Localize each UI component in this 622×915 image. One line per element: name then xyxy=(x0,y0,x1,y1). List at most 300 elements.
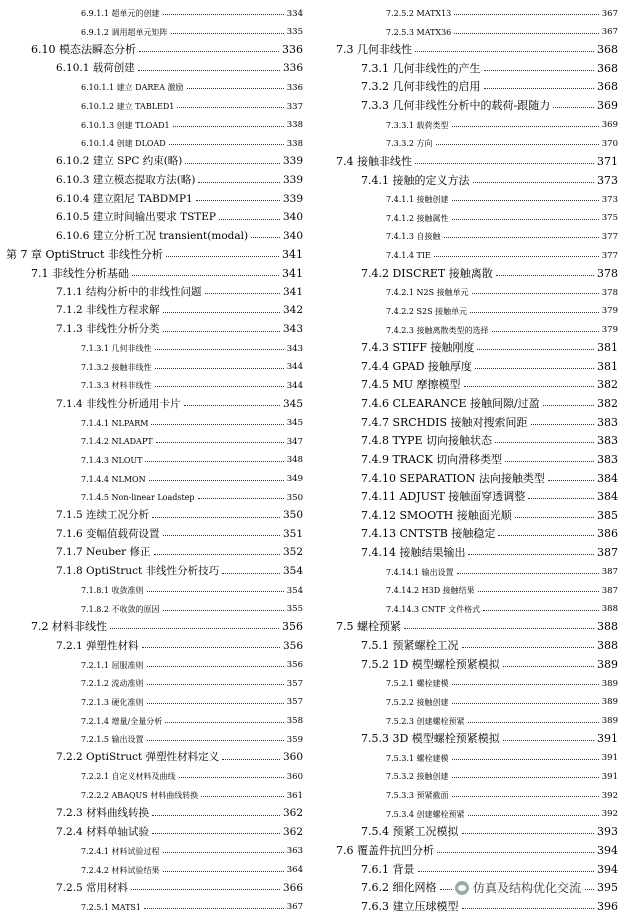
toc-entry xyxy=(311,302,622,316)
toc-entry-title: 7.4.14.3 CNTF 文件格式 xyxy=(386,604,481,614)
dot-leader xyxy=(464,386,594,387)
dot-leader xyxy=(452,759,599,760)
toc-entry-title: 7.4.2.2 S2S 接触单元 xyxy=(386,306,468,316)
toc-entry xyxy=(0,693,310,707)
dot-leader xyxy=(219,219,280,220)
toc-entry xyxy=(0,4,310,18)
dot-leader xyxy=(222,759,280,760)
toc-entry-title: 7.1.4.2 NLADAPT xyxy=(81,437,153,447)
toc-entry-title: 7.1.4.5 Non-linear Loadstep xyxy=(81,493,195,503)
toc-entry xyxy=(311,581,622,595)
toc-entry-title: 7.4.4 GPAD 接触厚度 xyxy=(361,359,472,373)
toc-entry-title: 7.2.4.1 材料试验过程 xyxy=(81,846,160,856)
dot-leader xyxy=(470,312,599,313)
toc-entry-page: 383 xyxy=(597,452,618,466)
toc-entry xyxy=(311,674,622,688)
toc-entry-title: 7.3.1 几何非线性的产生 xyxy=(361,61,481,75)
dot-leader xyxy=(110,628,279,629)
toc-entry xyxy=(311,842,622,856)
toc-entry-title: 7.4.9 TRACK 切向滑移类型 xyxy=(361,452,503,466)
toc-entry-page: 391 xyxy=(597,732,618,746)
dot-leader xyxy=(492,331,599,332)
toc-entry-page: 354 xyxy=(282,565,303,578)
toc-entry-title: 7.4.3 STIFF 接触刚度 xyxy=(361,341,475,355)
dot-leader xyxy=(434,256,599,257)
dot-leader xyxy=(462,908,595,909)
toc-entry-page: 381 xyxy=(597,341,618,355)
toc-entry-title: 7.2 材料非线性 xyxy=(31,620,107,634)
toc-entry-title: 7.4.11 ADJUST 接触面穿透调整 xyxy=(361,490,526,504)
toc-entry-title: 6.10.5 建立时间输出要求 TSTEP xyxy=(56,211,217,224)
toc-entry xyxy=(311,600,622,614)
toc-entry xyxy=(311,693,622,707)
toc-entry-page: 339 xyxy=(282,174,303,187)
toc-entry xyxy=(311,805,622,819)
toc-entry xyxy=(0,488,310,502)
toc-entry-title: 7.1.4.4 NLMON xyxy=(81,474,146,484)
dot-leader xyxy=(457,573,599,574)
toc-entry-title: 7.1.8 OptiStruct 非线性分析技巧 xyxy=(56,565,220,578)
toc-entry xyxy=(0,451,310,465)
toc-entry-title: 7.5.2.2 接触创建 xyxy=(386,697,449,707)
toc-entry-title: 7.6.3 建立压球模型 xyxy=(361,899,459,913)
toc-entry-page: 368 xyxy=(597,61,618,75)
dot-leader xyxy=(475,368,594,369)
dot-leader xyxy=(155,349,284,350)
toc-entry-title: 7.4.1.3 自接触 xyxy=(386,232,441,242)
toc-entry-title: 7.2.2 OptiStruct 弹塑性材料定义 xyxy=(56,751,220,764)
dot-leader xyxy=(138,70,280,71)
toc-entry-page: 359 xyxy=(286,734,303,745)
toc-entry-page: 363 xyxy=(286,846,303,857)
toc-entry-page: 396 xyxy=(597,899,618,913)
toc-entry-page: 392 xyxy=(601,809,618,820)
dot-leader xyxy=(147,591,284,592)
toc-entry-page: 356 xyxy=(282,639,303,652)
toc-entry xyxy=(311,265,622,279)
dot-leader xyxy=(187,88,284,89)
dot-leader xyxy=(201,796,283,797)
toc-entry-title: 7.1.2 非线性方程求解 xyxy=(56,304,160,317)
toc-entry-page: 377 xyxy=(601,231,618,242)
toc-entry-title: 7.5.1 预紧螺栓工况 xyxy=(361,639,459,653)
toc-entry-page: 370 xyxy=(601,138,618,149)
toc-entry-page: 388 xyxy=(601,604,618,615)
dot-leader xyxy=(548,480,594,481)
toc-entry xyxy=(0,376,310,390)
toc-entry-title: 7.1.7 Neuber 修正 xyxy=(56,546,151,559)
toc-entry-page: 392 xyxy=(601,790,618,801)
dot-leader xyxy=(454,33,598,34)
toc-entry xyxy=(311,376,622,390)
dot-leader xyxy=(452,219,599,220)
toc-entry-page: 371 xyxy=(597,154,618,168)
toc-entry xyxy=(0,302,310,316)
toc-entry-title: 7.1.8.2 不收敛的原因 xyxy=(81,604,160,614)
dot-leader xyxy=(472,293,599,294)
toc-entry-page: 383 xyxy=(597,434,618,448)
toc-entry-title: 7.1.4 非线性分析通用卡片 xyxy=(56,397,181,410)
toc-entry-page: 341 xyxy=(282,248,303,262)
toc-entry-title: 7.1.4.1 NLPARM xyxy=(81,418,149,428)
toc-entry-page: 367 xyxy=(286,902,303,913)
toc-entry-title: 7.1.3.3 材料非线性 xyxy=(81,381,152,391)
toc-entry-page: 383 xyxy=(597,415,618,429)
watermark-text: 仿真及结构优化交流 xyxy=(473,881,582,895)
toc-entry-page: 351 xyxy=(282,527,303,540)
toc-entry xyxy=(0,97,310,111)
dot-leader xyxy=(452,200,599,201)
toc-entry xyxy=(0,581,310,595)
toc-entry-title: 7.6.2 细化网格 xyxy=(361,881,437,895)
toc-entry-title: 7.4.1.1 接触创建 xyxy=(386,195,449,205)
toc-entry xyxy=(311,432,622,446)
dot-leader xyxy=(155,386,284,387)
toc-entry-title: 7.3.3 几何非线性分析中的载荷-跟随力 xyxy=(361,99,551,113)
dot-leader xyxy=(132,275,279,276)
toc-entry-page: 339 xyxy=(282,155,303,168)
toc-entry xyxy=(0,358,310,372)
toc-entry-title: 7.5 螺栓预紧 xyxy=(336,620,401,634)
toc-entry-page: 356 xyxy=(282,620,303,634)
toc-entry-page: 361 xyxy=(286,790,303,801)
toc-entry-page: 381 xyxy=(597,359,618,373)
toc-entry-title: 7.4.1.2 接触属性 xyxy=(386,213,449,223)
toc-entry xyxy=(311,414,622,428)
toc-entry xyxy=(0,730,310,744)
toc-entry-page: 377 xyxy=(601,250,618,261)
dot-leader xyxy=(452,126,599,127)
toc-entry-title: 6.10.1.1 建立 DAREA 激励 xyxy=(81,83,184,93)
toc-entry xyxy=(0,414,310,428)
toc-entry-title: 7.4.5 MU 摩擦模型 xyxy=(361,378,461,392)
toc-entry xyxy=(0,283,310,297)
dot-leader xyxy=(462,833,595,834)
toc-entry-title: 6.10.1.2 建立 TABLED1 xyxy=(81,102,175,112)
toc-entry xyxy=(311,134,622,148)
toc-entry xyxy=(0,153,310,167)
toc-entry-page: 384 xyxy=(597,471,618,485)
dot-leader xyxy=(483,610,599,611)
toc-entry-title: 6.10.6 建立分析工况 transient(modal) xyxy=(56,229,249,242)
toc-entry xyxy=(0,600,310,614)
toc-entry-title: 7.2.2.1 自定义材料及曲线 xyxy=(81,772,176,782)
toc-entry xyxy=(0,749,310,763)
toc-entry-page: 379 xyxy=(601,325,618,336)
watermark xyxy=(452,878,584,897)
dot-leader xyxy=(478,591,599,592)
dot-leader xyxy=(169,144,284,145)
toc-entry-title: 7.4.14.2 H3D 接触结果 xyxy=(386,586,475,596)
toc-entry-title: 7.3.3.1 载荷类型 xyxy=(386,120,449,130)
dot-leader xyxy=(163,312,280,313)
toc-entry xyxy=(0,41,310,55)
dot-leader xyxy=(163,331,280,332)
dot-leader xyxy=(151,424,283,425)
dot-leader xyxy=(144,908,284,909)
toc-entry-page: 367 xyxy=(601,27,618,38)
dot-leader xyxy=(142,647,280,648)
toc-entry-title: 6.10.1.4 创建 DLOAD xyxy=(81,139,166,149)
toc-entry-title: 7.5.3.1 螺栓建模 xyxy=(386,753,449,763)
toc-entry xyxy=(0,134,310,148)
dot-leader xyxy=(452,777,599,778)
toc-entry xyxy=(0,805,310,819)
toc-entry xyxy=(311,23,622,37)
toc-entry-page: 389 xyxy=(601,716,618,727)
dot-leader xyxy=(177,107,283,108)
toc-entry xyxy=(311,172,622,186)
dot-leader xyxy=(498,535,594,536)
dot-leader xyxy=(163,14,284,15)
toc-entry xyxy=(0,116,310,130)
toc-entry xyxy=(0,563,310,577)
toc-entry-page: 344 xyxy=(286,362,303,373)
dot-leader xyxy=(495,442,594,443)
toc-entry xyxy=(0,879,310,893)
toc-entry xyxy=(0,246,310,260)
toc-entry xyxy=(0,172,310,186)
toc-entry xyxy=(311,451,622,465)
dot-leader xyxy=(452,796,599,797)
toc-entry xyxy=(0,823,310,837)
dot-leader xyxy=(131,889,280,890)
toc-entry xyxy=(0,637,310,651)
toc-entry-title: 7.4.8 TYPE 切向接触状态 xyxy=(361,434,493,448)
dot-leader xyxy=(166,256,279,257)
toc-entry-title: 7.4.12 SMOOTH 接触面光顺 xyxy=(361,508,512,522)
dot-leader xyxy=(251,237,280,238)
toc-entry-page: 338 xyxy=(286,138,303,149)
toc-entry xyxy=(311,767,622,781)
toc-entry xyxy=(311,97,622,111)
toc-entry-title: 7.1.6 变幅值载荷设置 xyxy=(56,527,160,540)
toc-entry-title: 7.6 覆盖件抗凹分析 xyxy=(336,843,434,857)
toc-entry-title: 7.3.3.2 方向 xyxy=(386,139,433,149)
toc-entry xyxy=(311,507,622,521)
toc-entry xyxy=(311,358,622,372)
dot-leader xyxy=(165,722,284,723)
dot-leader xyxy=(171,33,284,34)
toc-entry-title: 6.10 模态法瞬态分析 xyxy=(31,43,136,57)
toc-entry-title: 7.4.1.4 TIE xyxy=(386,251,431,261)
toc-entry xyxy=(0,227,310,241)
toc-entry-page: 343 xyxy=(282,323,303,336)
toc-entry-title: 7.2.2.2 ABAQUS 材料曲线转换 xyxy=(81,791,199,801)
toc-entry-page: 345 xyxy=(282,397,303,410)
toc-entry-title: 第 7 章 OptiStruct 非线性分析 xyxy=(6,248,163,262)
toc-entry-title: 7.5.3.2 接触创建 xyxy=(386,772,449,782)
wechat-icon xyxy=(455,881,469,895)
dot-leader xyxy=(444,237,599,238)
dot-leader xyxy=(515,517,594,518)
toc-entry-page: 345 xyxy=(286,418,303,429)
toc-entry xyxy=(0,470,310,484)
dot-leader xyxy=(152,815,280,816)
toc-entry xyxy=(311,861,622,875)
dot-leader xyxy=(531,424,594,425)
toc-entry-page: 362 xyxy=(282,825,303,838)
toc-entry xyxy=(311,246,622,260)
toc-entry-page: 389 xyxy=(601,678,618,689)
toc-entry-page: 391 xyxy=(601,771,618,782)
toc-entry xyxy=(0,618,310,632)
toc-entry-page: 369 xyxy=(601,120,618,131)
dot-leader xyxy=(147,666,284,667)
toc-entry xyxy=(0,712,310,726)
dot-leader xyxy=(484,88,595,89)
toc-entry-title: 7.2.5 常用材料 xyxy=(56,881,129,894)
toc-entry xyxy=(0,339,310,353)
toc-entry-title: 7.4.14.1 输出设置 xyxy=(386,567,454,577)
dot-leader xyxy=(184,405,280,406)
toc-entry-page: 394 xyxy=(597,862,618,876)
toc-entry-title: 7.1.8.1 收敛准则 xyxy=(81,586,144,596)
toc-entry-title: 7.4.7 SRCHDIS 接触对搜索间距 xyxy=(361,415,528,429)
toc-entry xyxy=(0,23,310,37)
dot-leader xyxy=(147,740,284,741)
toc-entry-page: 385 xyxy=(597,508,618,522)
toc-entry-page: 337 xyxy=(286,101,303,112)
toc-entry xyxy=(0,209,310,223)
toc-entry-page: 368 xyxy=(597,80,618,94)
toc-entry-page: 336 xyxy=(282,43,303,57)
toc-entry-title: 7.4.2.1 N2S 接触单元 xyxy=(386,288,469,298)
toc-entry xyxy=(311,730,622,744)
toc-entry-page: 362 xyxy=(282,807,303,820)
toc-entry-page: 367 xyxy=(601,8,618,19)
toc-entry-page: 338 xyxy=(286,120,303,131)
toc-entry-page: 342 xyxy=(282,304,303,317)
dot-leader xyxy=(196,200,280,201)
toc-entry xyxy=(311,618,622,632)
toc-entry-title: 7.4.10 SEPARATION 法向接触类型 xyxy=(361,471,545,485)
toc-entry xyxy=(0,432,310,446)
toc-entry-page: 343 xyxy=(286,343,303,354)
toc-entry xyxy=(311,544,622,558)
toc-entry-title: 7.2.4 材料单轴试验 xyxy=(56,825,150,838)
toc-entry-title: 7.5.2.1 螺栓建模 xyxy=(386,679,449,689)
toc-entry-title: 7.2.5.1 MATS1 xyxy=(81,902,141,912)
toc-entry-page: 391 xyxy=(601,753,618,764)
toc-entry-page: 356 xyxy=(286,660,303,671)
dot-leader xyxy=(179,777,284,778)
toc-entry-title: 7.5.2 1D 模型螺栓预紧模拟 xyxy=(361,657,500,671)
toc-entry xyxy=(311,786,622,800)
toc-entry-title: 7.2.5.3 MATX36 xyxy=(386,27,452,37)
toc-entry-page: 368 xyxy=(597,43,618,57)
toc-entry-title: 7.2.4.2 材料试验结果 xyxy=(81,865,160,875)
toc-entry-title: 7.4.13 CNTSTB 接触稳定 xyxy=(361,527,496,541)
toc-entry xyxy=(311,488,622,502)
toc-entry xyxy=(0,842,310,856)
toc-entry-page: 379 xyxy=(601,306,618,317)
dot-leader xyxy=(198,182,280,183)
toc-entry-title: 6.10.2 建立 SPC 约束(略) xyxy=(56,155,183,168)
dot-leader xyxy=(149,480,284,481)
toc-entry-page: 388 xyxy=(597,620,618,634)
toc-entry-title: 7.2.1 弹塑性材料 xyxy=(56,639,139,652)
toc-entry xyxy=(0,190,310,204)
toc-entry-page: 350 xyxy=(282,509,303,522)
toc-entry-page: 340 xyxy=(282,229,303,242)
dot-leader xyxy=(152,517,280,518)
toc-entry xyxy=(0,395,310,409)
toc-entry xyxy=(311,227,622,241)
dot-leader xyxy=(205,293,280,294)
toc-entry-page: 341 xyxy=(282,266,303,280)
toc-entry xyxy=(311,563,622,577)
toc-entry-title: 7.1.3.1 几何非线性 xyxy=(81,344,152,354)
toc-entry-page: 395 xyxy=(597,881,618,895)
toc-entry-page: 357 xyxy=(286,678,303,689)
toc-entry-title: 7.4.6 CLEARANCE 接触间隙/过盈 xyxy=(361,397,540,411)
dot-leader xyxy=(462,647,595,648)
dot-leader xyxy=(415,163,594,164)
toc-entry-page: 352 xyxy=(282,546,303,559)
toc-entry-title: 7.3.2 几何非线性的启用 xyxy=(361,80,481,94)
toc-entry-page: 357 xyxy=(286,697,303,708)
toc-entry xyxy=(311,898,622,912)
toc-entry xyxy=(311,656,622,670)
toc-entry-title: 6.9.1.2 调用超单元矩阵 xyxy=(81,27,168,37)
dot-leader xyxy=(437,852,594,853)
dot-leader xyxy=(163,610,284,611)
dot-leader xyxy=(154,554,280,555)
toc-entry xyxy=(0,786,310,800)
dot-leader xyxy=(452,703,599,704)
dot-leader xyxy=(163,535,280,536)
toc-entry-title: 7.3 几何非线性 xyxy=(336,43,412,57)
dot-leader xyxy=(454,14,598,15)
toc-entry-title: 7.4.2.3 接触离散类型的选择 xyxy=(386,325,489,335)
toc-entry-title: 7.2.1.4 增量/全量分析 xyxy=(81,716,163,726)
toc-entry-title: 7.1.3 非线性分析分类 xyxy=(56,323,160,336)
toc-entry-page: 349 xyxy=(286,474,303,484)
dot-leader xyxy=(185,163,280,164)
toc-entry xyxy=(311,395,622,409)
dot-leader xyxy=(139,51,279,52)
toc-entry-page: 339 xyxy=(282,192,303,205)
dot-leader xyxy=(155,368,284,369)
toc-entry-title: 7.4.14 接触结果输出 xyxy=(361,545,466,559)
toc-entry-title: 7.4 接触非线性 xyxy=(336,154,412,168)
dot-leader xyxy=(173,126,284,127)
toc-entry-title: 7.5.4 预紧工况模拟 xyxy=(361,825,459,839)
dot-leader xyxy=(468,722,599,723)
toc-entry-title: 7.4.1 接触的定义方法 xyxy=(361,173,470,187)
toc-entry xyxy=(311,283,622,297)
dot-leader xyxy=(553,107,594,108)
toc-entry-page: 347 xyxy=(286,436,303,447)
toc-entry xyxy=(0,898,310,912)
toc-entry-page: 360 xyxy=(286,771,303,782)
toc-entry-page: 373 xyxy=(597,173,618,187)
dot-leader xyxy=(404,628,594,629)
toc-entry-page: 393 xyxy=(597,825,618,839)
toc-entry-page: 378 xyxy=(601,287,618,298)
toc-entry xyxy=(311,339,622,353)
toc-entry-title: 7.2.1.3 硬化准则 xyxy=(81,697,144,707)
toc-entry-page: 387 xyxy=(601,585,618,596)
toc-entry-page: 378 xyxy=(597,266,618,280)
toc-entry-page: 388 xyxy=(597,639,618,653)
toc-entry xyxy=(311,637,622,651)
toc-entry-page: 341 xyxy=(282,285,303,298)
dot-leader xyxy=(477,349,594,350)
toc-entry xyxy=(0,507,310,521)
toc-entry-title: 7.1.5 连续工况分析 xyxy=(56,509,150,522)
